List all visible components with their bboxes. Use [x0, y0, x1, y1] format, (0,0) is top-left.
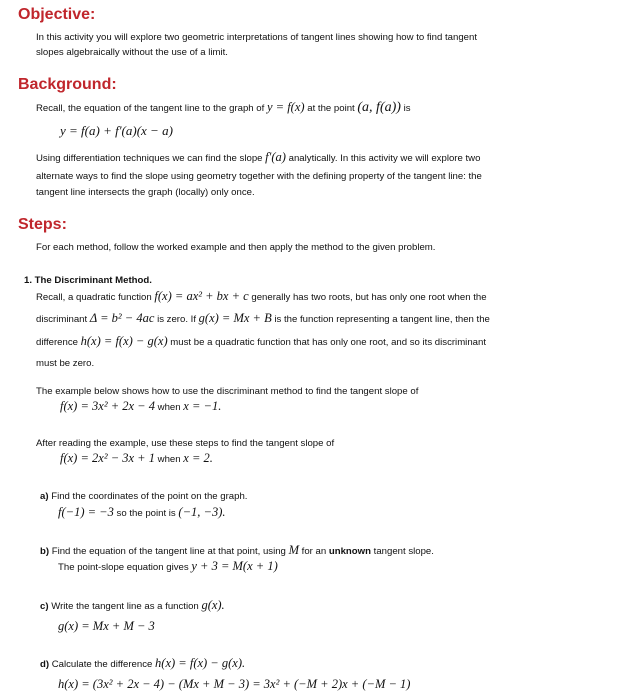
step-b-text-b: for an: [301, 546, 327, 557]
tangent-equation-text: y = f(a) + f′(a)(x − a): [60, 123, 173, 138]
steps-heading: Steps:: [18, 216, 67, 233]
example-function: f(x) = 3x² + 2x − 4: [60, 399, 155, 413]
step-d-label: d): [40, 659, 50, 670]
example-x-value: x = −1.: [183, 399, 222, 413]
method-1-title: 1. The Discriminant Method.: [24, 275, 152, 286]
m1-difference-function: h(x) = f(x) − g(x): [80, 334, 168, 348]
objective-text-line-1: In this activity you will explore two geometric interpretations of tangent lines showing how to find tangent: [36, 32, 478, 43]
background-heading: Background:: [18, 76, 117, 93]
step-b-text-c: tangent slope.: [373, 546, 434, 557]
recall-function: y = f(x): [266, 100, 305, 114]
step-d-line: [40, 657, 245, 671]
tangent-line-equation: [60, 124, 173, 139]
step-c-function: g(x).: [201, 598, 225, 612]
using-slope: f′(a): [265, 150, 286, 164]
m1-discriminant: Δ = b² − 4ac: [89, 311, 155, 325]
step-c-work: [58, 620, 155, 634]
step-b-label: b): [40, 546, 50, 557]
step-d-text: Calculate the difference: [51, 659, 153, 670]
example-when: when: [157, 402, 181, 413]
m1-tangent-function: g(x) = Mx + B: [198, 311, 272, 325]
step-c-equation: g(x) = Mx + M − 3: [58, 619, 155, 633]
background-using-line: [36, 151, 480, 165]
step-c-text: Write the tangent line as a function: [51, 601, 199, 612]
m1-p3-b: must be a quadratic function that has only one root, and so its discriminant: [170, 337, 486, 348]
step-d-equation: h(x) = (3x² + 2x − 4) − (Mx + M − 3) = 3x² + (−M + 2)x + (−M − 1): [58, 677, 411, 691]
step-a-work-text: so the point is: [116, 508, 176, 519]
background-recall-line: [36, 101, 411, 115]
step-a-point: (−1, −3).: [178, 505, 226, 519]
step-b-m: M: [288, 543, 299, 557]
recall-is: is: [403, 103, 411, 114]
method-1-line-4: must be zero.: [36, 358, 95, 369]
after-x-value: x = 2.: [183, 451, 213, 465]
step-b-line: [40, 544, 434, 558]
recall-text: Recall, the equation of the tangent line to the graph of: [36, 103, 265, 114]
using-text-post: analytically. In this activity we will explore two: [288, 153, 481, 164]
after-function-line: [60, 452, 213, 466]
m1-p3-a: difference: [36, 337, 78, 348]
step-a-text: Find the coordinates of the point on the graph.: [51, 491, 248, 502]
example-function-line: [60, 400, 221, 414]
step-a-line: [40, 490, 247, 503]
recall-point: (a, f(a)): [357, 100, 401, 115]
m1-p2-a: discriminant: [36, 314, 88, 325]
example-text: The example below shows how to use the discriminant method to find the tangent slope of: [36, 386, 419, 397]
background-text-line-3: tangent line intersects the graph (locally) only once.: [36, 187, 255, 198]
step-b-unknown: unknown: [328, 546, 371, 557]
method-1-line-3: [36, 335, 486, 349]
after-when: when: [157, 454, 181, 465]
m1-p1-a: Recall, a quadratic function: [36, 292, 152, 303]
m1-p2-b: is zero. If: [157, 314, 196, 325]
method-1-line-1: [36, 290, 487, 304]
step-a-label: a): [40, 491, 49, 502]
background-text-line-2: alternate ways to find the slope using geometry together with the defining property of the tangent line: the: [36, 171, 482, 182]
method-1-line-2: [36, 312, 490, 326]
step-b-work: [58, 560, 278, 574]
step-b-equation: y + 3 = M(x + 1): [191, 559, 278, 573]
recall-at: at the point: [307, 103, 355, 114]
after-reading-text: After reading the example, use these steps to find the tangent slope of: [36, 438, 335, 449]
after-function: f(x) = 2x² − 3x + 1: [60, 451, 155, 465]
step-d-work: [58, 678, 410, 692]
objective-heading: Objective:: [18, 6, 96, 23]
step-c-label: c): [40, 601, 49, 612]
step-a-equation: f(−1) = −3: [58, 505, 114, 519]
m1-p1-b: generally has two roots, but has only one root when the: [251, 292, 487, 303]
using-text-pre: Using differentiation techniques we can find the slope: [36, 153, 263, 164]
objective-text-line-2: slopes algebraically without the use of a limit.: [36, 47, 228, 58]
step-a-work: [58, 506, 225, 520]
step-d-function: h(x) = f(x) − g(x).: [155, 656, 246, 670]
steps-intro: For each method, follow the worked example and then apply the method to the given problem.: [36, 242, 436, 253]
m1-p2-c: is the function representing a tangent line, then the: [274, 314, 490, 325]
m1-quadratic-function: f(x) = ax² + bx + c: [154, 289, 249, 303]
step-b-work-text: The point-slope equation gives: [58, 562, 189, 573]
step-b-text-a: Find the equation of the tangent line at that point, using: [51, 546, 286, 557]
step-c-line: [40, 599, 225, 613]
